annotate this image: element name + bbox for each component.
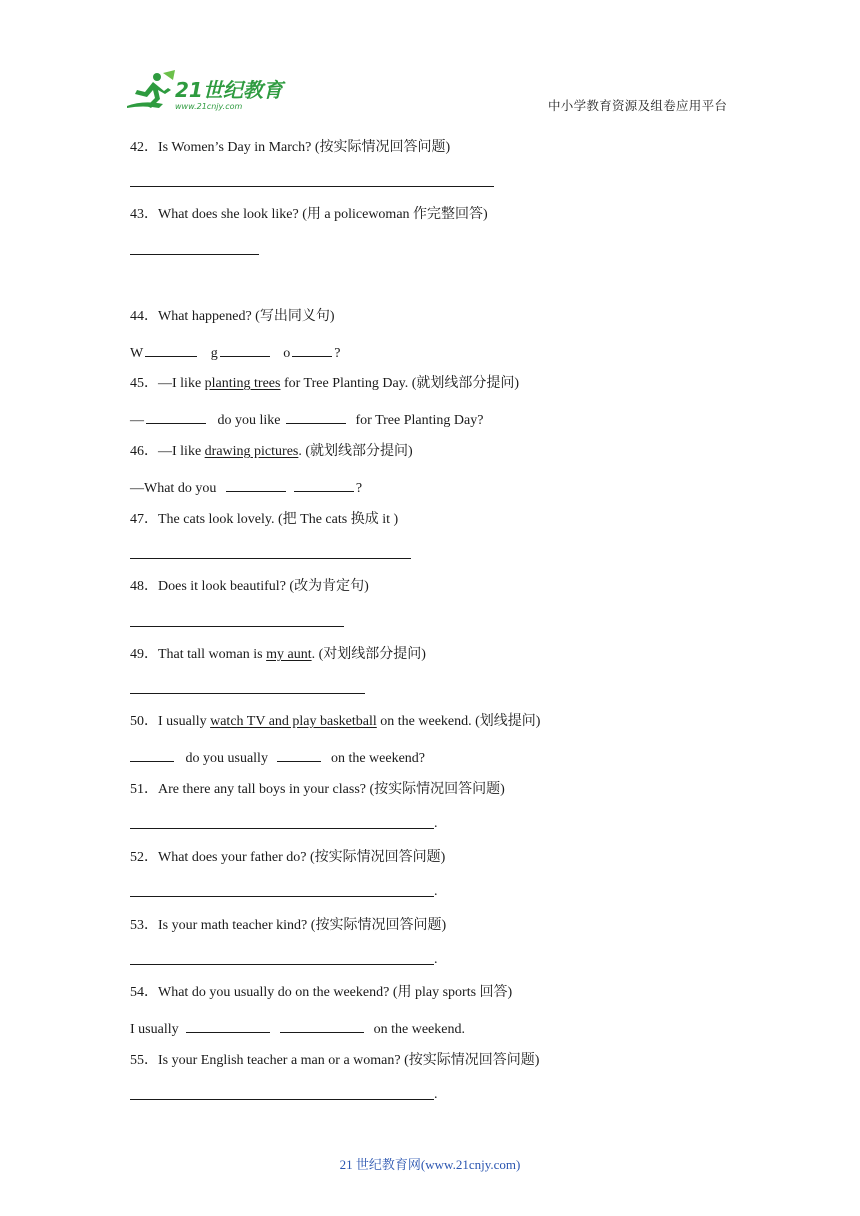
blank-44-o[interactable] xyxy=(292,342,332,357)
blank-44-w[interactable] xyxy=(145,342,197,357)
question-55: 55．Is your English teacher a man or a woman? (按实际情况回答问题) xyxy=(130,1053,540,1068)
header-tagline: 中小学教育资源及组卷应用平台 xyxy=(548,99,728,113)
period-53: . xyxy=(434,952,438,967)
question-54: 54．What do you usually do on the weekend? (用 play sports 回答) xyxy=(130,985,513,1000)
answer-line-55[interactable] xyxy=(130,1099,434,1100)
logo xyxy=(123,70,293,116)
question-44: 44．What happened? (写出同义句) xyxy=(130,309,335,324)
question-42: 42．Is Women’s Day in March? (按实际情况回答问题) xyxy=(130,140,451,155)
period-55: . xyxy=(434,1087,438,1102)
blank-44-g[interactable] xyxy=(220,342,270,357)
blank-46-2[interactable] xyxy=(294,477,354,492)
period-51: . xyxy=(434,816,438,831)
question-45: 45．—I like planting trees for Tree Planting Day. (就划线部分提问) xyxy=(130,376,520,391)
question-43: 43．What does she look like? (用 a policewoman 作完整回答) xyxy=(130,207,488,222)
blank-54-1[interactable] xyxy=(186,1018,270,1033)
answer-line-51[interactable] xyxy=(130,828,434,829)
answer-line-48[interactable] xyxy=(130,626,344,627)
answer-46: —What do you ? xyxy=(130,477,362,498)
question-47: 47．The cats look lovely. (把 The cats 换成 it ) xyxy=(130,512,399,527)
blank-50-2[interactable] xyxy=(277,747,321,762)
answer-line-53[interactable] xyxy=(130,964,434,965)
blank-50-1[interactable] xyxy=(130,747,174,762)
question-51: 51．Are there any tall boys in your class? (按实际情况回答问题) xyxy=(130,782,505,797)
answer-line-42[interactable] xyxy=(130,186,494,187)
answer-44: W g o ? xyxy=(130,342,340,363)
blank-45-2[interactable] xyxy=(286,409,346,424)
answer-45: — do you like for Tree Planting Day? xyxy=(130,409,483,430)
question-49: 49．That tall woman is my aunt. (对划线部分提问) xyxy=(130,647,426,662)
answer-line-52[interactable] xyxy=(130,896,434,897)
blank-45-1[interactable] xyxy=(146,409,206,424)
blank-46-1[interactable] xyxy=(226,477,286,492)
answer-line-49[interactable] xyxy=(130,693,365,694)
answer-line-43[interactable] xyxy=(130,254,259,255)
footer: 21 世纪教育网(www.21cnjy.com) xyxy=(339,1157,521,1172)
svg-text:21世纪教育: 21世纪教育 xyxy=(175,78,283,102)
answer-line-47[interactable] xyxy=(130,558,411,559)
question-50: 50．I usually watch TV and play basketball on the weekend. (划线提问) xyxy=(130,714,541,729)
period-52: . xyxy=(434,884,438,899)
blank-54-2[interactable] xyxy=(280,1018,364,1033)
answer-54: I usually on the weekend. xyxy=(130,1018,465,1039)
question-48: 48．Does it look beautiful? (改为肯定句) xyxy=(130,579,369,594)
answer-50: do you usually on the weekend? xyxy=(130,747,425,768)
svg-text:www.21cnjy.com: www.21cnjy.com xyxy=(175,102,243,111)
question-52: 52．What does your father do? (按实际情况回答问题) xyxy=(130,850,446,865)
runner-icon xyxy=(127,70,175,108)
question-46: 46．—I like drawing pictures. (就划线部分提问) xyxy=(130,444,413,459)
question-53: 53．Is your math teacher kind? (按实际情况回答问题) xyxy=(130,918,447,933)
